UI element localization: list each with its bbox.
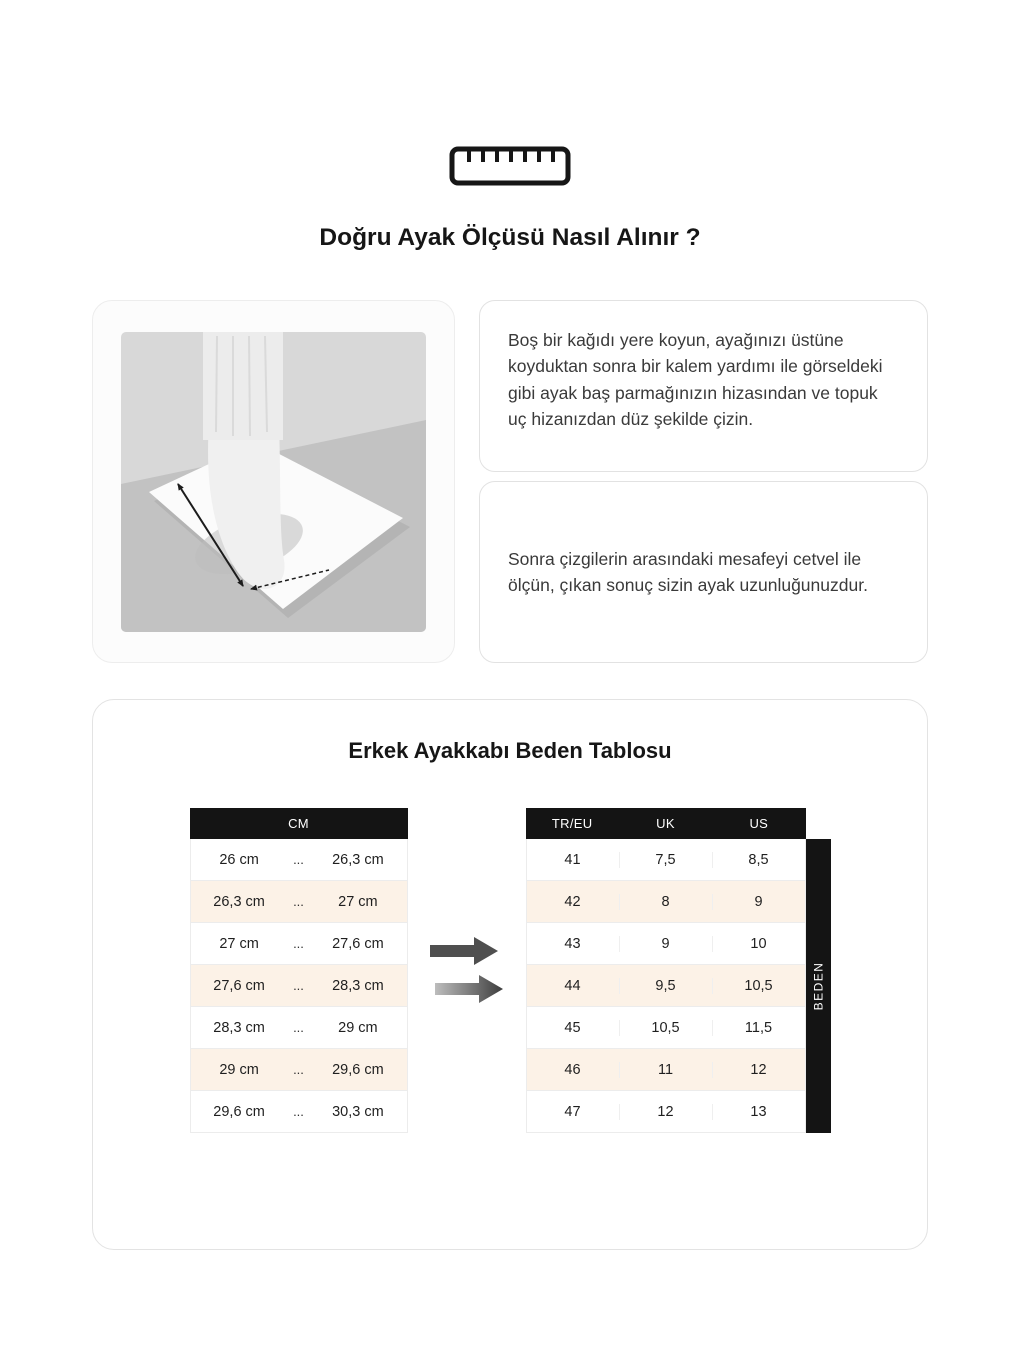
cm-min: 26,3 cm <box>213 893 265 910</box>
cm-min: 27,6 cm <box>213 977 265 994</box>
table-row <box>191 881 407 923</box>
size-us: 13 <box>750 1103 767 1120</box>
instruction-box-2 <box>479 481 928 663</box>
conversion-arrows-icon <box>430 935 504 1010</box>
size-uk: 7,5 <box>620 852 713 868</box>
size-tr-eu: 46 <box>527 1062 620 1078</box>
cm-separator: ... <box>293 1020 304 1035</box>
header-uk: UK <box>656 816 675 831</box>
cm-max: 29 cm <box>338 1019 378 1036</box>
size-guide-page <box>92 0 928 1250</box>
size-us: 10,5 <box>744 977 773 994</box>
table-row <box>527 1049 805 1091</box>
cm-separator: ... <box>293 1062 304 1077</box>
size-us: 9 <box>754 893 763 910</box>
table-row <box>191 923 407 965</box>
size-tr-eu: 41 <box>527 852 620 868</box>
cm-separator: ... <box>293 894 304 909</box>
page-title: Doğru Ayak Ölçüsü Nasıl Alınır ? <box>319 224 701 251</box>
instruction-step-1-text: Boş bir kağıdı yere koyun, ayağınızı üstüne koyduktan sonra bir kalem yardımı ile görseldeki gibi ayak baş parmağınızın hizasından ve topuk uç hizanızdan düz şekilde çizin. <box>508 330 883 429</box>
cm-max: 28,3 cm <box>332 977 384 994</box>
size-uk: 10,5 <box>620 1020 713 1036</box>
cm-separator: ... <box>293 978 304 993</box>
cm-table-header: CM <box>190 808 408 839</box>
table-row <box>527 965 805 1007</box>
cm-separator: ... <box>293 852 304 867</box>
table-row <box>527 1091 805 1133</box>
header-tr-eu: TR/EU <box>551 816 593 831</box>
table-row <box>191 1091 407 1133</box>
size-tr-eu: 44 <box>527 978 620 994</box>
size-uk: 9,5 <box>620 978 713 994</box>
cm-separator: ... <box>293 936 304 951</box>
size-uk: 8 <box>620 894 713 910</box>
instruction-step-2-text: Sonra çizgilerin arasındaki mesafeyi cetvel ile ölçün, çıkan sonuç sizin ayak uzunluğunuzdur. <box>508 548 868 595</box>
instruction-box-1 <box>479 300 928 472</box>
cm-table-body <box>190 839 408 1133</box>
size-table-group <box>526 808 831 1133</box>
table-row <box>191 1049 407 1091</box>
size-table <box>526 808 806 1133</box>
size-tr-eu: 42 <box>527 894 620 910</box>
size-table-body <box>526 839 806 1133</box>
cm-min: 28,3 cm <box>213 1019 265 1036</box>
size-chart-title: Erkek Ayakkabı Beden Tablosu <box>348 738 672 763</box>
size-us: 12 <box>750 1061 767 1078</box>
size-uk: 12 <box>620 1104 713 1120</box>
cm-max: 30,3 cm <box>332 1103 384 1120</box>
table-row <box>527 839 805 881</box>
cm-max: 29,6 cm <box>332 1061 384 1078</box>
size-uk: 11 <box>620 1062 713 1078</box>
table-row <box>191 1007 407 1049</box>
size-tr-eu: 45 <box>527 1020 620 1036</box>
beden-side-label: BEDEN <box>811 961 825 1011</box>
size-tr-eu: 47 <box>527 1104 620 1120</box>
instruction-boxes <box>479 300 928 663</box>
cm-min: 29 cm <box>219 1061 259 1078</box>
instructions-section <box>92 300 928 663</box>
size-us: 10 <box>750 935 767 952</box>
size-chart-card <box>92 699 928 1250</box>
ruler-icon <box>449 146 571 186</box>
size-us: 8,5 <box>748 851 769 868</box>
table-row <box>527 1007 805 1049</box>
size-table-header <box>526 808 806 839</box>
cm-min: 27 cm <box>219 935 259 952</box>
cm-max: 27 cm <box>338 893 378 910</box>
cm-min: 29,6 cm <box>213 1103 265 1120</box>
table-row <box>527 923 805 965</box>
header-us: US <box>749 816 769 831</box>
table-row <box>191 839 407 881</box>
foot-measurement-photo <box>121 332 426 632</box>
size-uk: 9 <box>620 936 713 952</box>
table-row <box>191 965 407 1007</box>
table-row <box>527 881 805 923</box>
size-tr-eu: 43 <box>527 936 620 952</box>
cm-max: 27,6 cm <box>332 935 384 952</box>
cm-max: 26,3 cm <box>332 851 384 868</box>
size-us: 11,5 <box>744 1019 773 1036</box>
cm-table <box>190 808 408 1133</box>
beden-side-label-bar <box>806 839 831 1133</box>
foot-measurement-photo-card <box>92 300 455 663</box>
size-chart-tables <box>93 808 927 1133</box>
cm-min: 26 cm <box>219 851 259 868</box>
cm-separator: ... <box>293 1104 304 1119</box>
